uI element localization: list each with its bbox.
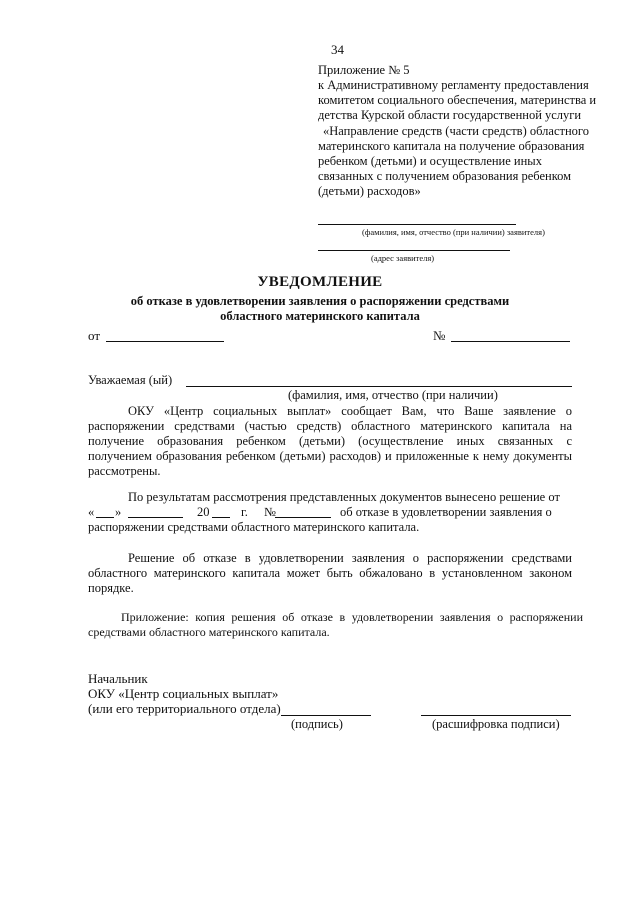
from-date-line[interactable] [106, 341, 224, 342]
paragraph2-line3: распоряжении средствами областного материнского капитала. [88, 520, 420, 534]
date-close-quote: » [115, 505, 122, 519]
appendix-line: ребенком (детьми) и осуществление иных [318, 154, 542, 168]
paragraph1-tail: рассмотрены. [88, 464, 161, 478]
decision-day-line[interactable] [96, 517, 114, 518]
applicant-name-line[interactable] [318, 224, 516, 225]
notice-subtitle-line1: об отказе в удовлетворении заявления о распоряжении средствами [130, 294, 510, 308]
applicant-address-caption: (адрес заявителя) [371, 253, 435, 263]
attachment-line1: Приложение: копия решения об отказе в удовлетворении заявления о распоряжении [121, 610, 583, 624]
appendix-title: Приложение № 5 [318, 63, 410, 77]
paragraph3-line: областного материнского капитала может быть обжаловано в установленном законом [88, 566, 572, 580]
paragraph1-line: получением образования ребенком (детьми) расходов) и приложенные к нему документы [88, 449, 572, 463]
decision-number-sign: № [264, 505, 276, 519]
doc-number-line[interactable] [451, 341, 570, 342]
signature-decode-caption: (расшифровка подписи) [432, 717, 560, 731]
date-open-quote: « [88, 505, 95, 519]
signature-line[interactable] [281, 715, 371, 716]
signer-organization: ОКУ «Центр социальных выплат» [88, 686, 279, 701]
paragraph1-line: распоряжении средствами (частью средств) областного материнского капитала на [88, 419, 572, 433]
greeting-label: Уважаемая (ый) [88, 373, 173, 387]
page-number: 34 [331, 42, 344, 57]
year-suffix: г. [241, 505, 248, 519]
number-label: № [433, 328, 446, 343]
signer-position: Начальник [88, 671, 148, 686]
paragraph3-line: Решение об отказе в удовлетворении заявления о распоряжении средствами [128, 551, 572, 565]
recipient-name-line[interactable] [186, 386, 572, 387]
attachment-line2: средствами областного материнского капитала. [88, 625, 330, 639]
recipient-name-caption: (фамилия, имя, отчество (при наличии) [288, 388, 498, 402]
decision-number-line[interactable] [275, 517, 331, 518]
paragraph2-line1: По результатам рассмотрения представленных документов вынесено решение от [128, 490, 560, 504]
applicant-address-line[interactable] [318, 250, 510, 251]
decision-year-line[interactable] [212, 517, 230, 518]
appendix-line: (детьми) расходов» [318, 184, 421, 198]
appendix-line: материнского капитала на получение образования [318, 139, 585, 153]
appendix-line: комитетом социального обеспечения, материнства и [318, 93, 597, 107]
appendix-line: детства Курской области государственной услуги [318, 108, 582, 122]
paragraph1-line: ОКУ «Центр социальных выплат» сообщает Вам, что Ваше заявление о [128, 404, 572, 418]
appendix-line: связанных с получением образования ребенком [318, 169, 572, 183]
year-prefix: 20 [197, 505, 210, 519]
decision-month-line[interactable] [128, 517, 183, 518]
notice-title: УВЕДОМЛЕНИЕ [257, 274, 383, 290]
applicant-name-caption: (фамилия, имя, отчество (при наличии) заявителя) [362, 227, 545, 237]
signature-decode-line[interactable] [421, 715, 571, 716]
appendix-line: к Административному регламенту предоставления [318, 78, 589, 92]
signer-department: (или его территориального отдела) [88, 701, 281, 716]
appendix-line: «Направление средств (части средств) областного [323, 124, 589, 138]
paragraph1-line: получение образования ребенком (детьми) (осуществление иных связанных с [88, 434, 572, 448]
signature-caption: (подпись) [291, 717, 343, 731]
notice-subtitle-line2: областного материнского капитала [220, 309, 420, 323]
paragraph2-line2-rest: об отказе в удовлетворении заявления о [340, 505, 552, 519]
paragraph3-line: порядке. [88, 581, 134, 595]
from-label: от [88, 328, 101, 343]
